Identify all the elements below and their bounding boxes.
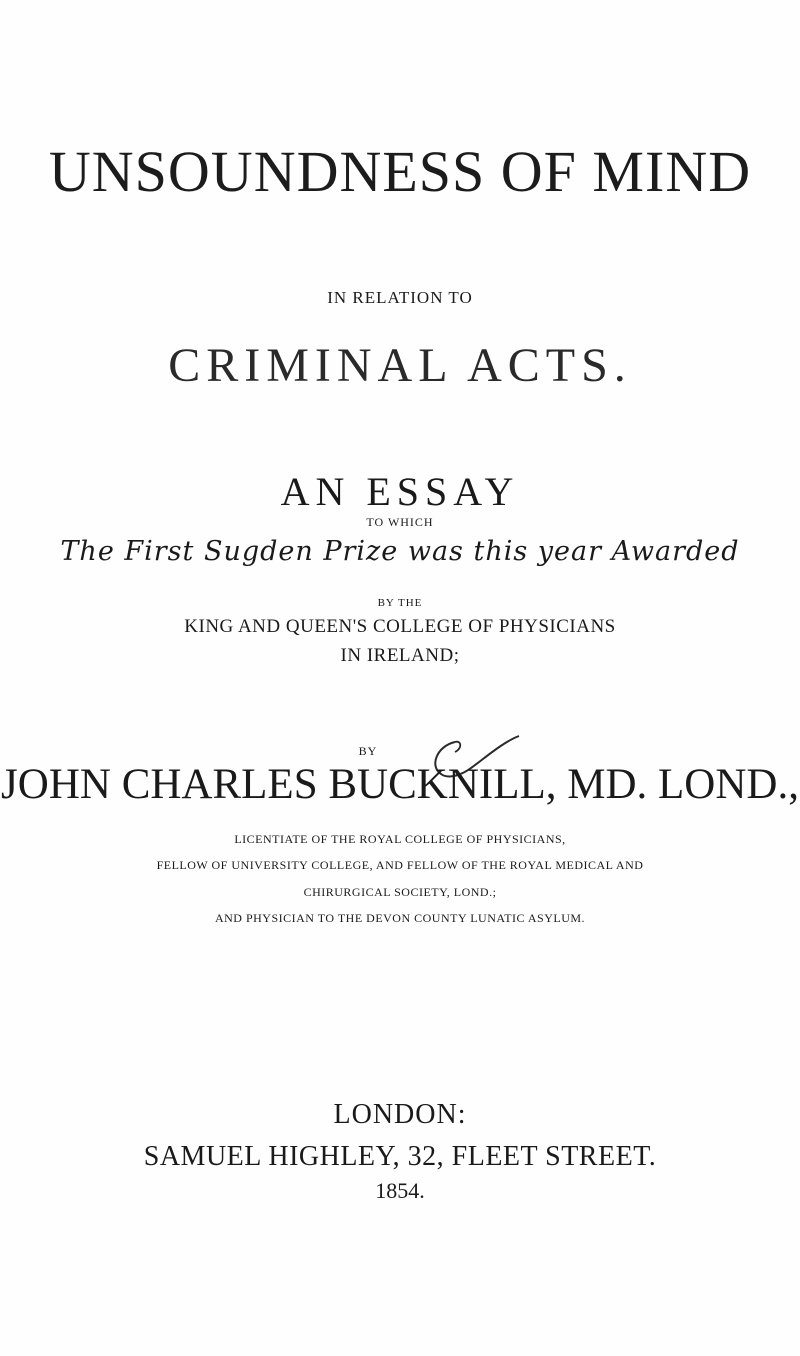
credential-1: LICENTIATE OF THE ROYAL COLLEGE OF PHYSICIANS, [234,832,566,846]
by-the: BY THE [377,597,423,609]
to-which: TO WHICH [366,515,434,529]
publication-year: 1854. [375,1178,425,1203]
essay-heading: AN ESSAY [280,469,520,514]
publisher: SAMUEL HIGHLEY, 32, FLEET STREET. [143,1141,657,1172]
credential-2: FELLOW OF UNIVERSITY COLLEGE, AND FELLOW OF THE ROYAL MEDICAL AND [156,858,644,872]
author-name: JOHN CHARLES BUCKNILL, MD. LOND., [1,761,799,808]
in-relation-to: IN RELATION TO [327,288,473,307]
credential-4: AND PHYSICIAN TO THE DEVON COUNTY LUNATIC ASYLUM. [214,911,586,925]
prize-line: The First Sugden Prize was this year Awarded [60,536,740,567]
credential-3: CHIRURGICAL SOCIETY, LOND.; [303,885,497,899]
college-line-2: IN IRELAND; [340,645,460,666]
imprint-city: LONDON: [333,1099,467,1130]
subtitle: CRIMINAL ACTS. [168,339,632,392]
by-label: BY [358,744,378,758]
college-line-1: KING AND QUEEN'S COLLEGE OF PHYSICIANS [184,616,616,637]
book-title: UNSOUNDNESS OF MIND [48,139,752,204]
